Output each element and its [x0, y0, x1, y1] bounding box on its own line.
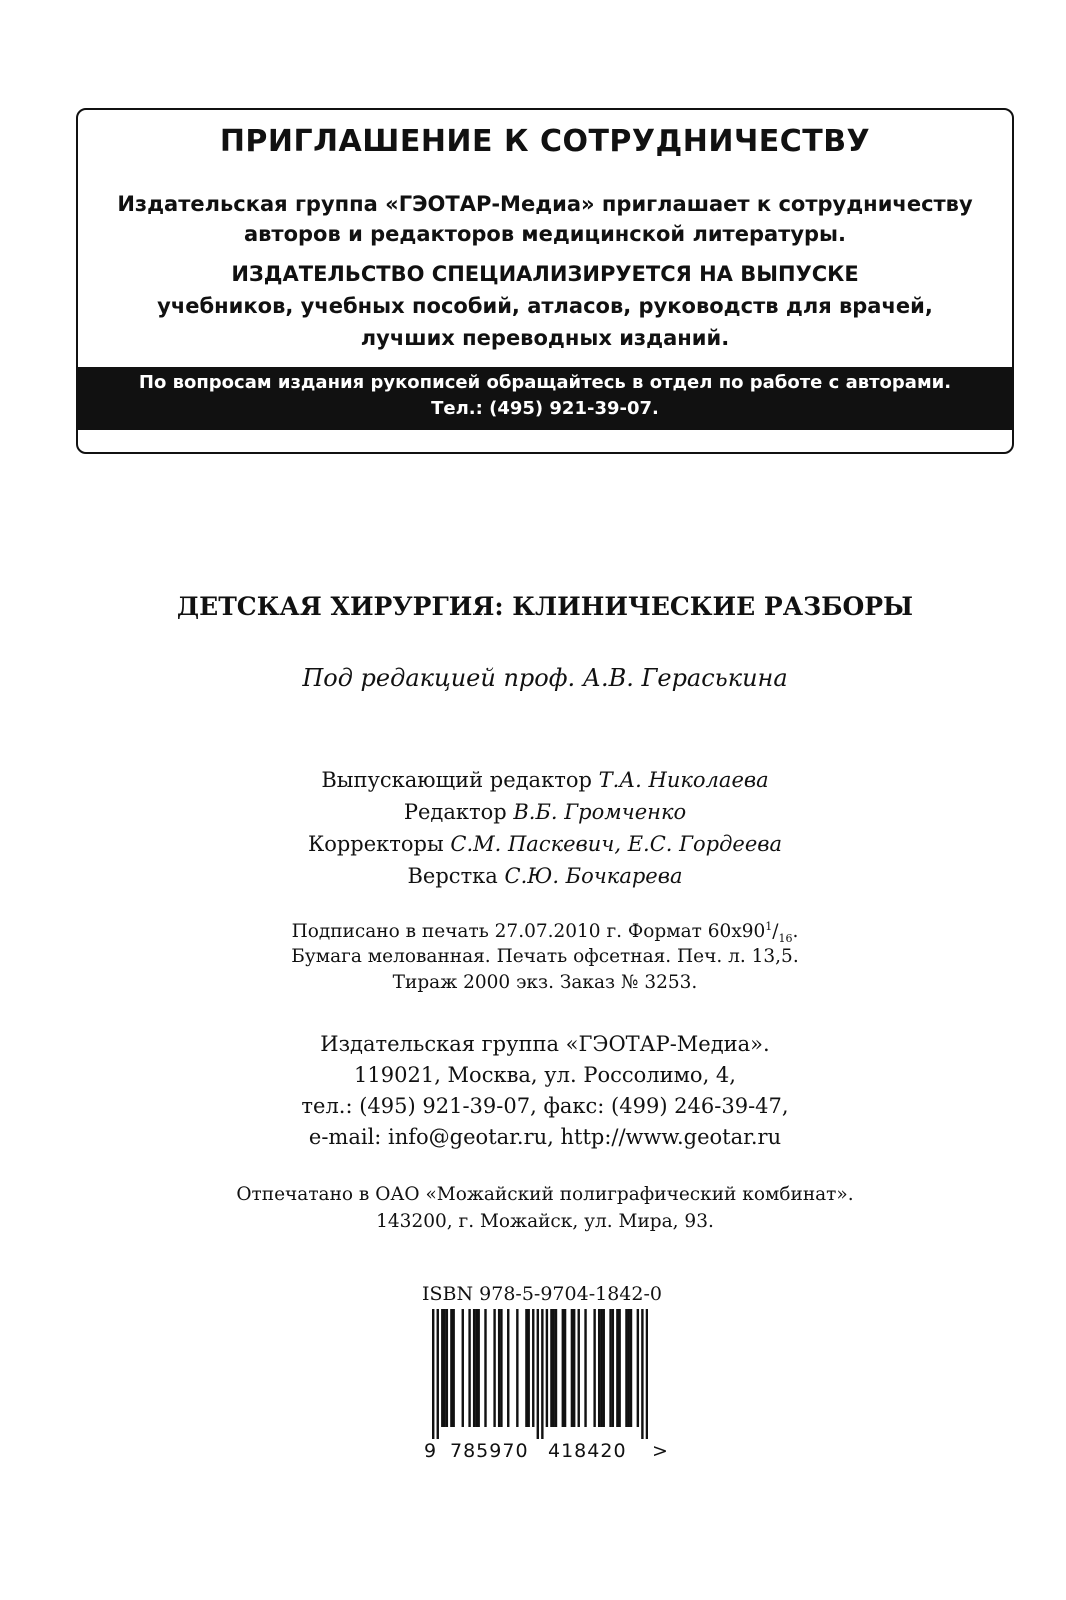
barcode-bar	[443, 1309, 445, 1427]
staff-name: С.М. Паскевич, Е.С. Гордеева	[450, 832, 783, 856]
barcode-bar	[532, 1309, 534, 1427]
barcode-bar	[637, 1309, 639, 1427]
barcode-bar	[550, 1309, 552, 1427]
barcode-bar	[473, 1309, 475, 1427]
staff-name: Т.А. Николаева	[598, 768, 769, 792]
print-signed-suffix: .	[792, 921, 799, 943]
barcode-bar	[628, 1309, 630, 1427]
barcode-bar	[437, 1309, 439, 1439]
barcode-digit-first: 9	[424, 1440, 437, 1462]
invitation-line: учебников, учебных пособий, атласов, руководств для врачей,	[157, 294, 933, 318]
invitation-box	[76, 108, 1014, 454]
barcode-bar	[432, 1309, 434, 1439]
invitation-line: лучших переводных изданий.	[360, 326, 730, 350]
barcode-bar	[600, 1309, 602, 1427]
barcode-bar	[441, 1309, 443, 1427]
barcode-bar	[468, 1309, 470, 1427]
publisher-line: Издательская группа «ГЭОТАР-Медиа».	[320, 1032, 770, 1056]
barcode-bar	[598, 1309, 600, 1427]
format-slash: /	[772, 921, 779, 943]
barcode-bar	[555, 1309, 557, 1427]
barcode-bar	[578, 1309, 580, 1427]
barcode-bar	[573, 1309, 575, 1427]
barcode-bar	[646, 1309, 648, 1439]
barcode-bar	[571, 1309, 573, 1427]
staff-line	[0, 800, 1066, 824]
invitation-title: ПРИГЛАШЕНИЕ К СОТРУДНИЧЕСТВУ	[219, 124, 871, 159]
barcode-bar	[493, 1309, 495, 1427]
invitation-line: ИЗДАТЕЛЬСТВО СПЕЦИАЛИЗИРУЕТСЯ НА ВЫПУСКЕ	[231, 262, 859, 286]
barcode-bar	[562, 1309, 564, 1427]
barcode-bar	[484, 1309, 486, 1427]
staff-role: Редактор	[403, 800, 507, 824]
staff-line	[0, 768, 1066, 792]
barcode-bar	[450, 1309, 452, 1427]
barcode-bar	[462, 1309, 464, 1427]
barcode-bar	[498, 1309, 500, 1427]
barcode-bar	[525, 1309, 527, 1427]
book-title: ДЕТСКАЯ ХИРУРГИЯ: КЛИНИЧЕСКИЕ РАЗБОРЫ	[176, 592, 914, 621]
invitation-line: авторов и редакторов медицинской литературы.	[243, 222, 847, 246]
contact-band-line: Тел.: (495) 921-39-07.	[431, 398, 659, 419]
barcode-bar	[475, 1309, 477, 1427]
publisher-line: тел.: (495) 921-39-07, факс: (499) 246-39-47,	[301, 1094, 789, 1118]
run-line: Тираж 2000 экз. Заказ № 3253.	[392, 972, 698, 993]
staff-name: В.Б. Громченко	[513, 800, 687, 824]
publisher-line: e-mail: info@geotar.ru, http://www.geotar.ru	[308, 1125, 782, 1149]
barcode-bar	[618, 1309, 620, 1427]
invitation-line: Издательская группа «ГЭОТАР-Медиа» приглашает к сотрудничеству	[117, 192, 973, 216]
barcode-image	[432, 1309, 648, 1439]
barcode-bar	[537, 1309, 539, 1439]
barcode-bar	[593, 1309, 595, 1427]
printer-line: Отпечатано в ОАО «Можайский полиграфический комбинат».	[236, 1184, 854, 1205]
barcode-digit-group: 785970	[450, 1440, 529, 1462]
barcode-bar	[541, 1309, 543, 1439]
isbn-label: ISBN 978-5-9704-1842-0	[422, 1283, 662, 1305]
barcode-bar	[452, 1309, 454, 1427]
barcode-bar	[609, 1309, 611, 1427]
contact-band	[78, 367, 1012, 430]
barcode-bar	[564, 1309, 566, 1427]
format-numerator: 1	[765, 920, 773, 933]
barcode-bar	[500, 1309, 502, 1427]
barcode-end-mark: >	[652, 1440, 668, 1462]
barcode-bar	[507, 1309, 509, 1427]
barcode-bar	[641, 1309, 643, 1439]
barcode-bar	[553, 1309, 555, 1427]
barcode-bar	[527, 1309, 529, 1427]
barcode-bar	[612, 1309, 614, 1427]
staff-role: Верстка	[407, 864, 498, 888]
barcode-bar	[630, 1309, 632, 1427]
staff-role: Корректоры	[307, 832, 444, 856]
barcode-bar	[546, 1309, 548, 1427]
barcode-bar	[477, 1309, 479, 1427]
staff-role: Выпускающий редактор	[321, 768, 592, 792]
barcode-bar	[603, 1309, 605, 1427]
print-signed-text: Подписано в печать 27.07.2010 г. Формат 60x90	[291, 921, 766, 943]
paper-line: Бумага мелованная. Печать офсетная. Печ. л. 13,5.	[291, 946, 799, 967]
barcode-bar	[516, 1309, 518, 1427]
staff-line	[0, 832, 1066, 856]
barcode-bar	[584, 1309, 586, 1427]
publisher-line: 119021, Москва, ул. Россолимо, 4,	[354, 1063, 736, 1087]
format-denominator: 16	[778, 931, 793, 945]
staff-name: С.Ю. Бочкарева	[504, 864, 683, 888]
printer-line: 143200, г. Можайск, ул. Мира, 93.	[376, 1211, 714, 1232]
barcode-digit-group: 418420	[548, 1440, 627, 1462]
barcode-bar	[616, 1309, 618, 1427]
print-signed-line	[0, 920, 1066, 945]
barcode-bar	[625, 1309, 627, 1427]
barcode-bar	[446, 1309, 448, 1427]
staff-line	[0, 864, 1066, 888]
contact-band-line: По вопросам издания рукописей обращайтесь в отдел по работе с авторами.	[138, 372, 952, 393]
edited-by: Под редакцией проф. А.В. Гераськина	[302, 664, 788, 692]
